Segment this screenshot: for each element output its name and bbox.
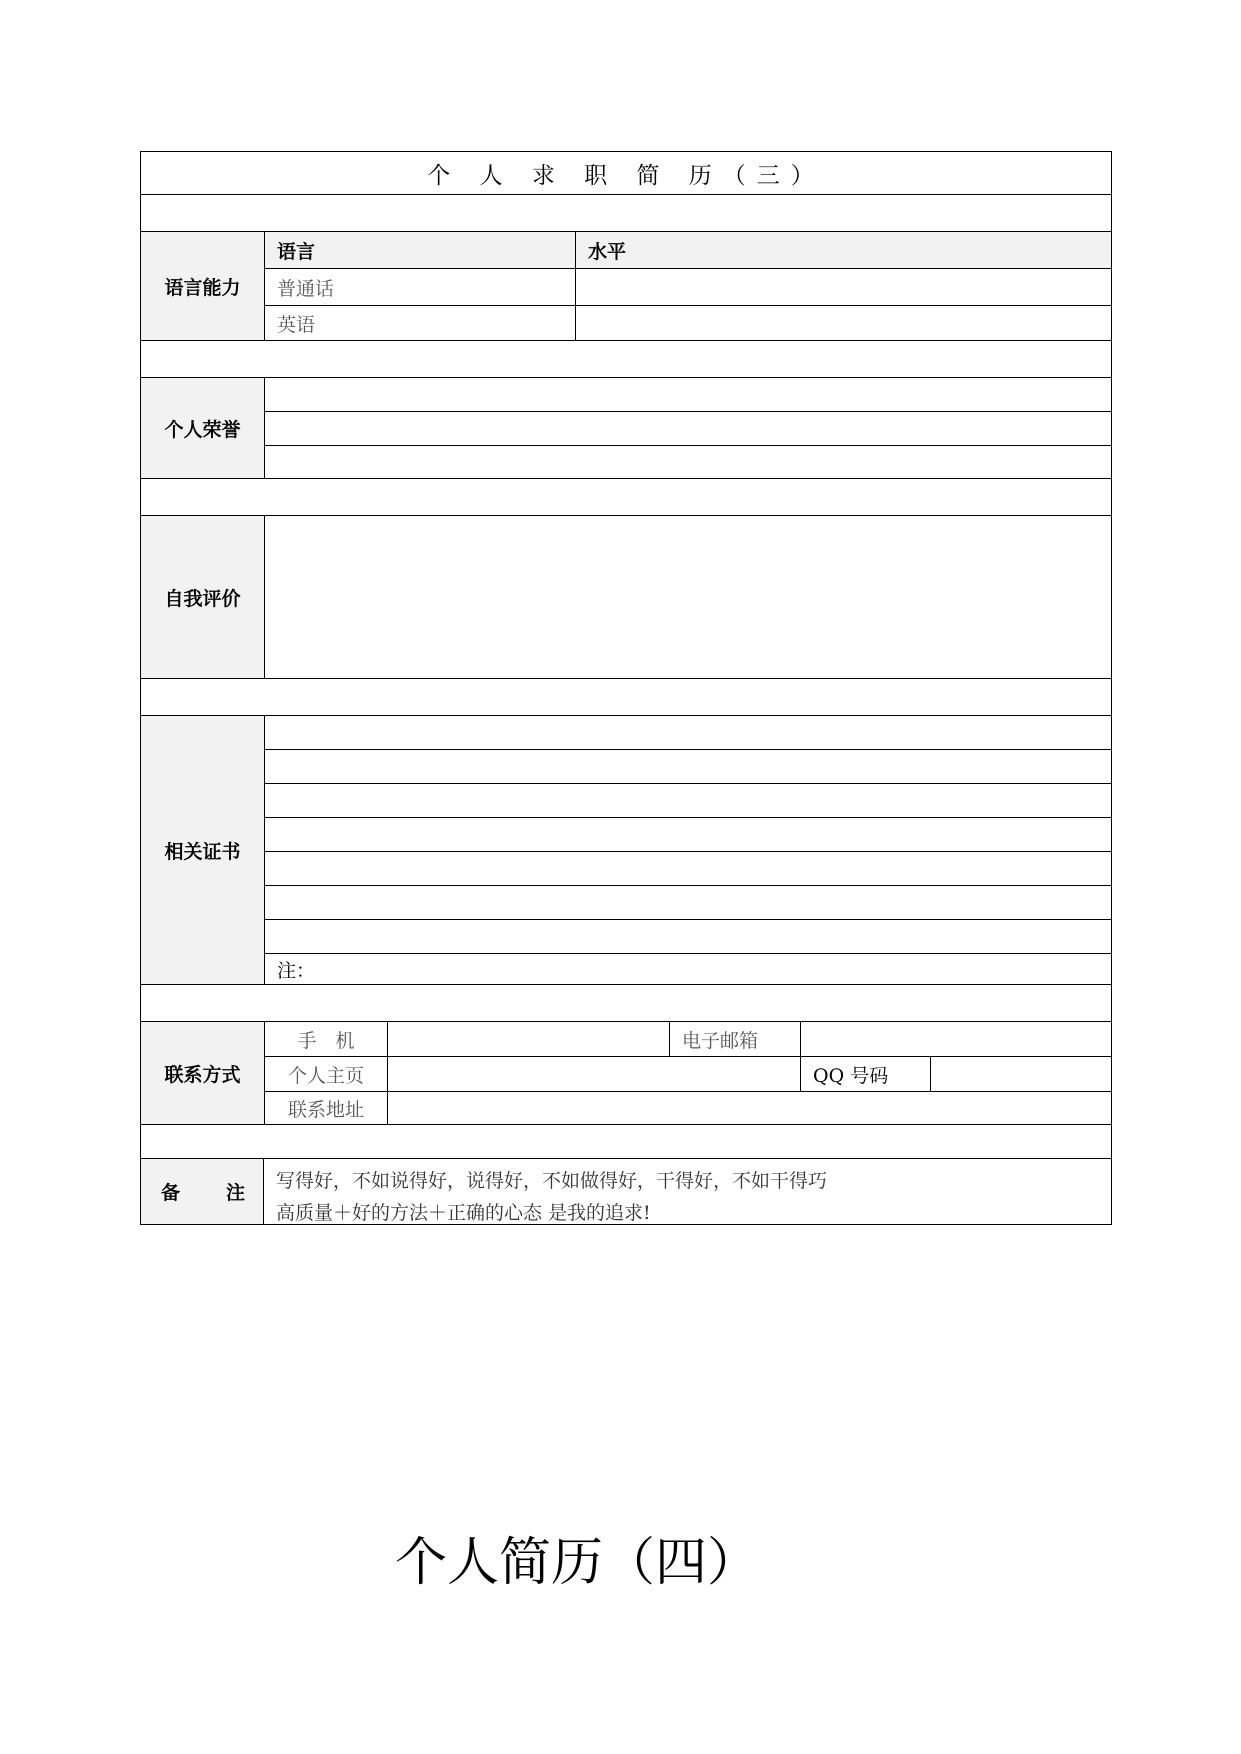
title-row [141,152,1111,194]
address-field[interactable] [387,1092,1111,1124]
cert-line[interactable] [265,885,1111,919]
cert-line[interactable] [265,716,1111,749]
language-header: 语言 [265,232,575,268]
remarks-section [141,1158,1111,1224]
table-row [265,305,1111,340]
cert-line[interactable] [265,817,1111,851]
certs-label: 相关证书 [141,716,265,984]
spacer-row [141,984,1111,1021]
spacer-row [141,1124,1111,1158]
phone-label: 手 机 [297,1029,355,1052]
homepage-label: 个人主页 [287,1064,364,1087]
spacer-row [141,194,1111,231]
contact-label: 联系方式 [141,1022,265,1124]
honor-line[interactable] [265,378,1111,411]
phone-field[interactable] [387,1022,669,1056]
resume-table [140,151,1112,1225]
certs-note: 注： [277,959,316,982]
honors-label: 个人荣誉 [141,378,265,478]
cert-line[interactable] [265,919,1111,953]
remarks-label-a: 备 [161,1182,181,1204]
honor-line[interactable] [265,411,1111,445]
contact-section [141,1021,1111,1124]
qq-field[interactable] [930,1057,1111,1091]
homepage-field[interactable] [387,1057,800,1091]
spacer-row [141,478,1111,515]
cert-line[interactable] [265,783,1111,817]
self-eval-section [141,515,1111,678]
table-row [265,268,1111,305]
language-level-field[interactable] [575,269,1111,305]
certs-section [141,715,1111,984]
language-level-field[interactable] [575,306,1111,340]
language-name: 英语 [277,313,316,336]
remarks-line-2: 高质量＋好的方法＋正确的心态 是我的追求! [276,1202,651,1224]
email-field[interactable] [800,1022,1111,1056]
cert-line[interactable] [265,749,1111,783]
email-label: 电子邮箱 [669,1022,800,1056]
language-section [141,231,1111,340]
level-header: 水平 [575,232,1111,268]
language-label: 语言能力 [141,232,265,340]
language-name: 普通话 [277,277,335,300]
resume-four-title: 个人简历（四） [395,1533,760,1593]
remarks-label-b: 注 [225,1182,245,1204]
self-eval-label: 自我评价 [141,516,265,678]
honors-section [141,377,1111,478]
remarks-content [264,1159,1111,1224]
self-eval-field[interactable] [265,516,1111,678]
remarks-line-1: 写得好，不如说得好，说得好，不如做得好，干得好，不如干得巧 [276,1170,828,1192]
qq-label: QQ 号码 [800,1057,930,1091]
honor-line[interactable] [265,445,1111,478]
cert-line[interactable] [265,851,1111,885]
spacer-row [141,678,1111,715]
spacer-row [141,340,1111,377]
remarks-label [141,1159,264,1224]
resume-title: 个 人 求 职 简 历（三） [427,162,825,189]
address-label: 联系地址 [287,1098,364,1121]
